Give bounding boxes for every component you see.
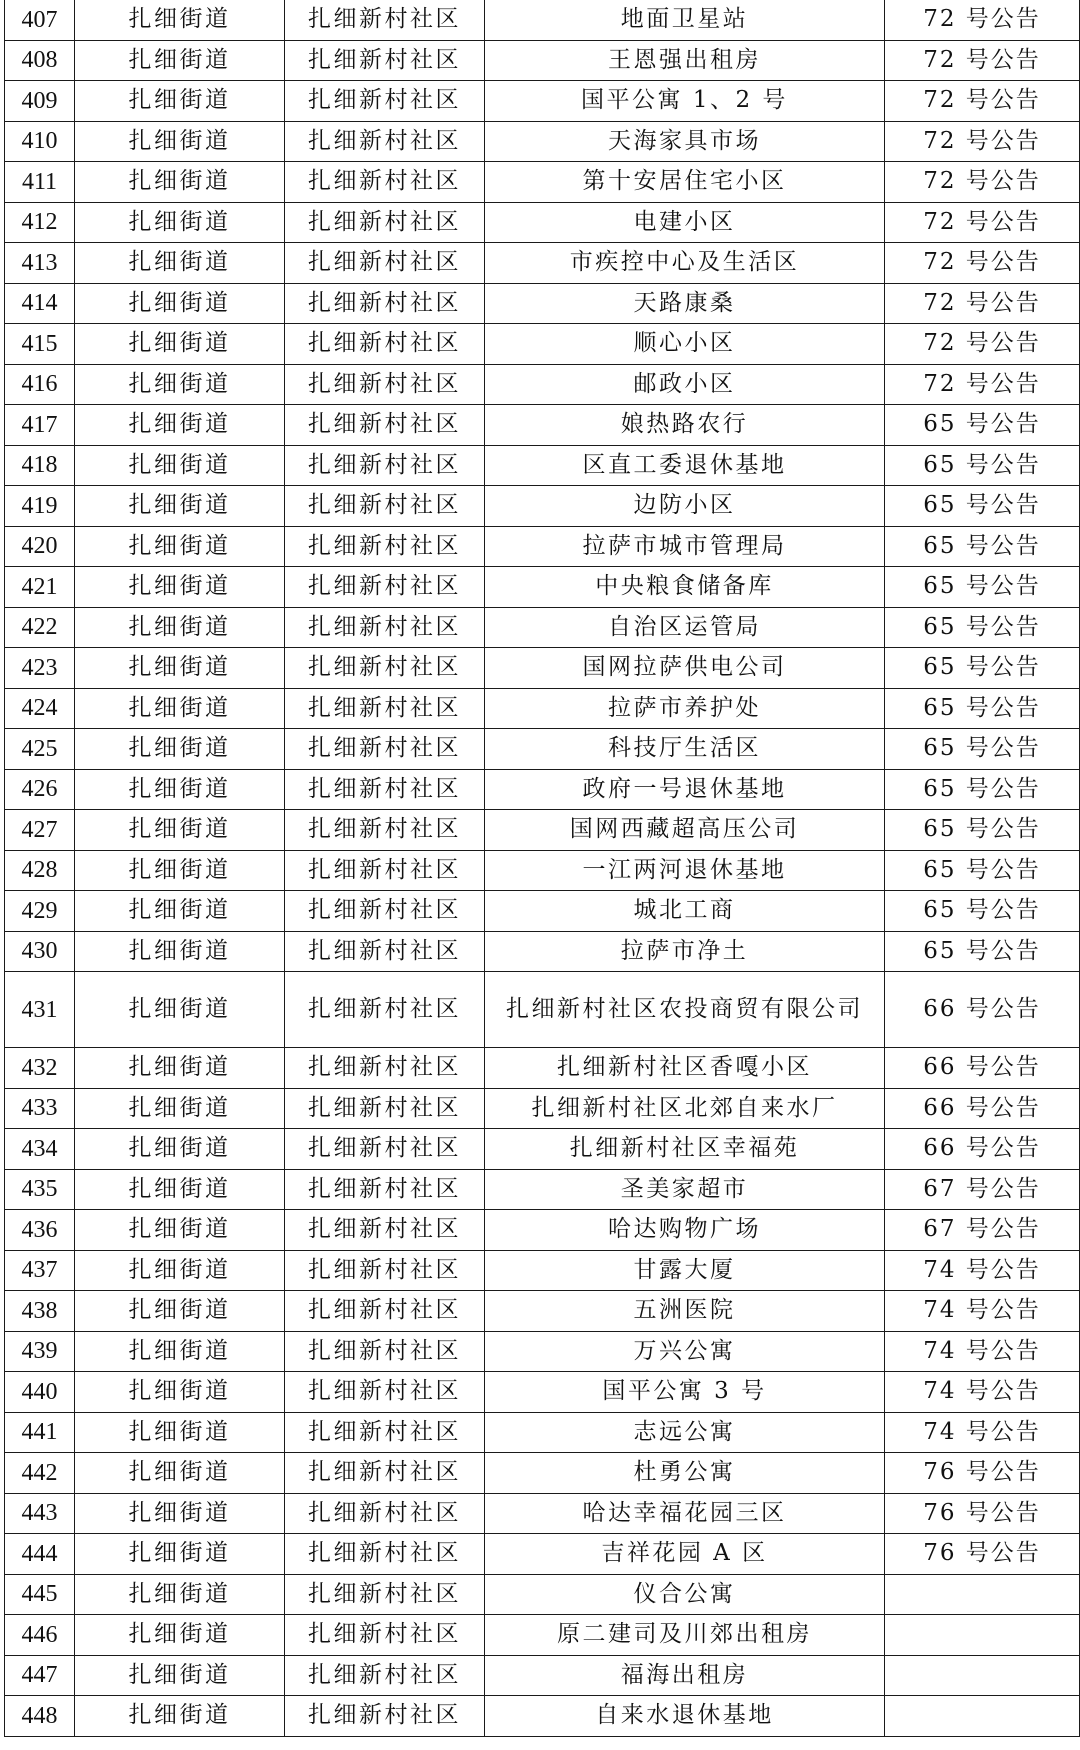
place-cell: 五洲医院 (485, 1291, 885, 1332)
community-cell: 扎细新村社区 (285, 486, 485, 527)
row-number-cell: 423 (5, 648, 75, 689)
table-row (5, 891, 1080, 932)
community-cell: 扎细新村社区 (285, 810, 485, 851)
street-cell: 扎细街道 (75, 607, 285, 648)
notice-cell: 72 号公告 (885, 283, 1080, 324)
notice-cell: 66 号公告 (885, 1129, 1080, 1170)
place-cell: 仪合公寓 (485, 1574, 885, 1615)
notice-cell: 74 号公告 (885, 1291, 1080, 1332)
community-cell: 扎细新村社区 (285, 1696, 485, 1737)
table-row (5, 1493, 1080, 1534)
street-cell: 扎细街道 (75, 445, 285, 486)
notice-cell: 76 号公告 (885, 1453, 1080, 1494)
row-number-cell: 411 (5, 162, 75, 203)
row-number-cell: 424 (5, 688, 75, 729)
place-cell: 福海出租房 (485, 1655, 885, 1696)
street-cell: 扎细街道 (75, 121, 285, 162)
table-row (5, 283, 1080, 324)
notice-cell: 65 号公告 (885, 526, 1080, 567)
table-row (5, 688, 1080, 729)
row-number-cell: 439 (5, 1331, 75, 1372)
community-cell: 扎细新村社区 (285, 1210, 485, 1251)
row-number-cell: 415 (5, 324, 75, 365)
table-row (5, 243, 1080, 284)
notice-cell: 67 号公告 (885, 1169, 1080, 1210)
street-cell: 扎细街道 (75, 486, 285, 527)
table-row (5, 1250, 1080, 1291)
table-row (5, 324, 1080, 365)
table-row (5, 567, 1080, 608)
notice-cell: 65 号公告 (885, 567, 1080, 608)
place-cell: 科技厅生活区 (485, 729, 885, 770)
row-number-cell: 432 (5, 1048, 75, 1089)
row-number-cell: 426 (5, 769, 75, 810)
row-number-cell: 420 (5, 526, 75, 567)
community-cell: 扎细新村社区 (285, 567, 485, 608)
community-cell: 扎细新村社区 (285, 324, 485, 365)
place-cell: 吉祥花园 A 区 (485, 1534, 885, 1575)
place-cell: 拉萨市城市管理局 (485, 526, 885, 567)
community-cell: 扎细新村社区 (285, 243, 485, 284)
row-number-cell: 448 (5, 1696, 75, 1737)
place-cell: 娘热路农行 (485, 405, 885, 446)
street-cell: 扎细街道 (75, 1372, 285, 1413)
community-cell: 扎细新村社区 (285, 1331, 485, 1372)
community-cell: 扎细新村社区 (285, 202, 485, 243)
community-cell: 扎细新村社区 (285, 1291, 485, 1332)
community-cell: 扎细新村社区 (285, 162, 485, 203)
row-number-cell: 417 (5, 405, 75, 446)
community-cell: 扎细新村社区 (285, 526, 485, 567)
row-number-cell: 410 (5, 121, 75, 162)
place-cell: 区直工委退休基地 (485, 445, 885, 486)
community-cell: 扎细新村社区 (285, 1493, 485, 1534)
place-cell: 第十安居住宅小区 (485, 162, 885, 203)
community-cell: 扎细新村社区 (285, 1453, 485, 1494)
street-cell: 扎细街道 (75, 769, 285, 810)
notice-cell: 72 号公告 (885, 0, 1080, 40)
place-cell: 圣美家超市 (485, 1169, 885, 1210)
place-cell: 万兴公寓 (485, 1331, 885, 1372)
row-number-cell: 416 (5, 364, 75, 405)
street-cell: 扎细街道 (75, 1169, 285, 1210)
community-cell: 扎细新村社区 (285, 850, 485, 891)
place-cell: 中央粮食储备库 (485, 567, 885, 608)
table-row (5, 121, 1080, 162)
notice-cell: 65 号公告 (885, 688, 1080, 729)
community-cell: 扎细新村社区 (285, 648, 485, 689)
place-cell: 电建小区 (485, 202, 885, 243)
community-cell: 扎细新村社区 (285, 121, 485, 162)
table-row (5, 1453, 1080, 1494)
community-cell: 扎细新村社区 (285, 1615, 485, 1656)
row-number-cell: 412 (5, 202, 75, 243)
row-number-cell: 414 (5, 283, 75, 324)
table-row (5, 1169, 1080, 1210)
street-cell: 扎细街道 (75, 283, 285, 324)
community-cell: 扎细新村社区 (285, 688, 485, 729)
place-cell: 市疾控中心及生活区 (485, 243, 885, 284)
notice-cell: 76 号公告 (885, 1534, 1080, 1575)
street-cell: 扎细街道 (75, 40, 285, 81)
table-row (5, 1291, 1080, 1332)
table-row (5, 1372, 1080, 1413)
place-cell: 甘露大厦 (485, 1250, 885, 1291)
street-cell: 扎细街道 (75, 648, 285, 689)
street-cell: 扎细街道 (75, 931, 285, 972)
notice-cell: 72 号公告 (885, 324, 1080, 365)
notice-cell (885, 1655, 1080, 1696)
place-cell: 哈达幸福花园三区 (485, 1493, 885, 1534)
table-row (5, 81, 1080, 122)
place-cell: 政府一号退休基地 (485, 769, 885, 810)
notice-cell: 72 号公告 (885, 81, 1080, 122)
site-list-body (5, 0, 1080, 1736)
table-row (5, 729, 1080, 770)
street-cell: 扎细街道 (75, 1696, 285, 1737)
street-cell: 扎细街道 (75, 1493, 285, 1534)
street-cell: 扎细街道 (75, 972, 285, 1048)
notice-cell: 72 号公告 (885, 364, 1080, 405)
row-number-cell: 437 (5, 1250, 75, 1291)
table-row (5, 1412, 1080, 1453)
community-cell: 扎细新村社区 (285, 0, 485, 40)
row-number-cell: 434 (5, 1129, 75, 1170)
place-cell: 国平公寓 3 号 (485, 1372, 885, 1413)
notice-cell (885, 1696, 1080, 1737)
community-cell: 扎细新村社区 (285, 1655, 485, 1696)
row-number-cell: 418 (5, 445, 75, 486)
street-cell: 扎细街道 (75, 1129, 285, 1170)
table-row (5, 526, 1080, 567)
community-cell: 扎细新村社区 (285, 1250, 485, 1291)
notice-cell: 65 号公告 (885, 769, 1080, 810)
notice-cell: 65 号公告 (885, 729, 1080, 770)
notice-cell: 72 号公告 (885, 121, 1080, 162)
street-cell: 扎细街道 (75, 1412, 285, 1453)
notice-cell: 74 号公告 (885, 1331, 1080, 1372)
community-cell: 扎细新村社区 (285, 729, 485, 770)
street-cell: 扎细街道 (75, 1088, 285, 1129)
notice-cell: 72 号公告 (885, 202, 1080, 243)
community-cell: 扎细新村社区 (285, 1574, 485, 1615)
place-cell: 哈达购物广场 (485, 1210, 885, 1251)
street-cell: 扎细街道 (75, 324, 285, 365)
place-cell: 自来水退休基地 (485, 1696, 885, 1737)
row-number-cell: 408 (5, 40, 75, 81)
community-cell: 扎细新村社区 (285, 891, 485, 932)
table-row (5, 1534, 1080, 1575)
street-cell: 扎细街道 (75, 202, 285, 243)
row-number-cell: 419 (5, 486, 75, 527)
row-number-cell: 436 (5, 1210, 75, 1251)
street-cell: 扎细街道 (75, 1615, 285, 1656)
table-row (5, 931, 1080, 972)
row-number-cell: 409 (5, 81, 75, 122)
place-cell: 天路康桑 (485, 283, 885, 324)
place-cell: 扎细新村社区北郊自来水厂 (485, 1088, 885, 1129)
place-cell: 志远公寓 (485, 1412, 885, 1453)
row-number-cell: 433 (5, 1088, 75, 1129)
table-row (5, 405, 1080, 446)
row-number-cell: 431 (5, 972, 75, 1048)
table-row (5, 1615, 1080, 1656)
table-row (5, 1655, 1080, 1696)
street-cell: 扎细街道 (75, 810, 285, 851)
place-cell: 扎细新村社区农投商贸有限公司 (485, 972, 885, 1048)
community-cell: 扎细新村社区 (285, 1129, 485, 1170)
row-number-cell: 438 (5, 1291, 75, 1332)
notice-cell: 72 号公告 (885, 40, 1080, 81)
row-number-cell: 421 (5, 567, 75, 608)
place-cell: 邮政小区 (485, 364, 885, 405)
street-cell: 扎细街道 (75, 1250, 285, 1291)
row-number-cell: 435 (5, 1169, 75, 1210)
street-cell: 扎细街道 (75, 162, 285, 203)
street-cell: 扎细街道 (75, 243, 285, 284)
place-cell: 拉萨市净土 (485, 931, 885, 972)
community-cell: 扎细新村社区 (285, 931, 485, 972)
notice-cell: 65 号公告 (885, 486, 1080, 527)
notice-cell: 65 号公告 (885, 810, 1080, 851)
community-cell: 扎细新村社区 (285, 1534, 485, 1575)
row-number-cell: 429 (5, 891, 75, 932)
street-cell: 扎细街道 (75, 0, 285, 40)
street-cell: 扎细街道 (75, 1453, 285, 1494)
community-cell: 扎细新村社区 (285, 445, 485, 486)
row-number-cell: 428 (5, 850, 75, 891)
notice-cell: 66 号公告 (885, 972, 1080, 1048)
notice-cell: 65 号公告 (885, 445, 1080, 486)
place-cell: 扎细新村社区幸福苑 (485, 1129, 885, 1170)
community-cell: 扎细新村社区 (285, 607, 485, 648)
notice-cell: 72 号公告 (885, 162, 1080, 203)
street-cell: 扎细街道 (75, 850, 285, 891)
notice-cell (885, 1574, 1080, 1615)
street-cell: 扎细街道 (75, 526, 285, 567)
row-number-cell: 447 (5, 1655, 75, 1696)
table-row (5, 1210, 1080, 1251)
row-number-cell: 422 (5, 607, 75, 648)
row-number-cell: 440 (5, 1372, 75, 1413)
row-number-cell: 445 (5, 1574, 75, 1615)
table-row (5, 202, 1080, 243)
community-cell: 扎细新村社区 (285, 769, 485, 810)
street-cell: 扎细街道 (75, 729, 285, 770)
community-cell: 扎细新村社区 (285, 405, 485, 446)
street-cell: 扎细街道 (75, 1574, 285, 1615)
street-cell: 扎细街道 (75, 405, 285, 446)
street-cell: 扎细街道 (75, 1048, 285, 1089)
community-cell: 扎细新村社区 (285, 364, 485, 405)
table-row (5, 364, 1080, 405)
street-cell: 扎细街道 (75, 567, 285, 608)
notice-cell: 65 号公告 (885, 405, 1080, 446)
place-cell: 拉萨市养护处 (485, 688, 885, 729)
street-cell: 扎细街道 (75, 1291, 285, 1332)
street-cell: 扎细街道 (75, 364, 285, 405)
row-number-cell: 442 (5, 1453, 75, 1494)
place-cell: 原二建司及川郊出租房 (485, 1615, 885, 1656)
row-number-cell: 443 (5, 1493, 75, 1534)
notice-cell: 65 号公告 (885, 607, 1080, 648)
row-number-cell: 413 (5, 243, 75, 284)
table-row (5, 40, 1080, 81)
row-number-cell: 425 (5, 729, 75, 770)
street-cell: 扎细街道 (75, 891, 285, 932)
community-cell: 扎细新村社区 (285, 283, 485, 324)
place-cell: 王恩强出租房 (485, 40, 885, 81)
street-cell: 扎细街道 (75, 1331, 285, 1372)
place-cell: 自治区运管局 (485, 607, 885, 648)
row-number-cell: 407 (5, 0, 75, 40)
notice-cell: 74 号公告 (885, 1412, 1080, 1453)
place-cell: 一江两河退休基地 (485, 850, 885, 891)
notice-cell: 74 号公告 (885, 1372, 1080, 1413)
site-list-table (4, 0, 1080, 1737)
community-cell: 扎细新村社区 (285, 1412, 485, 1453)
community-cell: 扎细新村社区 (285, 81, 485, 122)
community-cell: 扎细新村社区 (285, 1372, 485, 1413)
table-row (5, 769, 1080, 810)
street-cell: 扎细街道 (75, 1655, 285, 1696)
table-row (5, 1088, 1080, 1129)
notice-cell: 74 号公告 (885, 1250, 1080, 1291)
table-row (5, 1574, 1080, 1615)
community-cell: 扎细新村社区 (285, 40, 485, 81)
street-cell: 扎细街道 (75, 1210, 285, 1251)
table-row (5, 162, 1080, 203)
community-cell: 扎细新村社区 (285, 1088, 485, 1129)
street-cell: 扎细街道 (75, 81, 285, 122)
notice-cell: 67 号公告 (885, 1210, 1080, 1251)
place-cell: 杜勇公寓 (485, 1453, 885, 1494)
notice-cell: 76 号公告 (885, 1493, 1080, 1534)
notice-cell: 65 号公告 (885, 850, 1080, 891)
table-row (5, 445, 1080, 486)
table-row (5, 1696, 1080, 1737)
table-row (5, 850, 1080, 891)
place-cell: 国网拉萨供电公司 (485, 648, 885, 689)
table-row (5, 0, 1080, 40)
notice-cell: 65 号公告 (885, 648, 1080, 689)
table-row (5, 1331, 1080, 1372)
street-cell: 扎细街道 (75, 688, 285, 729)
row-number-cell: 441 (5, 1412, 75, 1453)
notice-cell: 66 号公告 (885, 1048, 1080, 1089)
table-row (5, 607, 1080, 648)
row-number-cell: 444 (5, 1534, 75, 1575)
street-cell: 扎细街道 (75, 1534, 285, 1575)
place-cell: 扎细新村社区香嘎小区 (485, 1048, 885, 1089)
place-cell: 国平公寓 1、2 号 (485, 81, 885, 122)
place-cell: 国网西藏超高压公司 (485, 810, 885, 851)
row-number-cell: 430 (5, 931, 75, 972)
place-cell: 城北工商 (485, 891, 885, 932)
community-cell: 扎细新村社区 (285, 1048, 485, 1089)
community-cell: 扎细新村社区 (285, 972, 485, 1048)
row-number-cell: 427 (5, 810, 75, 851)
place-cell: 天海家具市场 (485, 121, 885, 162)
table-row (5, 648, 1080, 689)
place-cell: 边防小区 (485, 486, 885, 527)
place-cell: 顺心小区 (485, 324, 885, 365)
notice-cell: 72 号公告 (885, 243, 1080, 284)
table-row (5, 1129, 1080, 1170)
table-row (5, 1048, 1080, 1089)
notice-cell: 66 号公告 (885, 1088, 1080, 1129)
table-row (5, 486, 1080, 527)
table-row (5, 972, 1080, 1048)
notice-cell: 65 号公告 (885, 931, 1080, 972)
community-cell: 扎细新村社区 (285, 1169, 485, 1210)
notice-cell: 65 号公告 (885, 891, 1080, 932)
row-number-cell: 446 (5, 1615, 75, 1656)
place-cell: 地面卫星站 (485, 0, 885, 40)
table-row (5, 810, 1080, 851)
notice-cell (885, 1615, 1080, 1656)
